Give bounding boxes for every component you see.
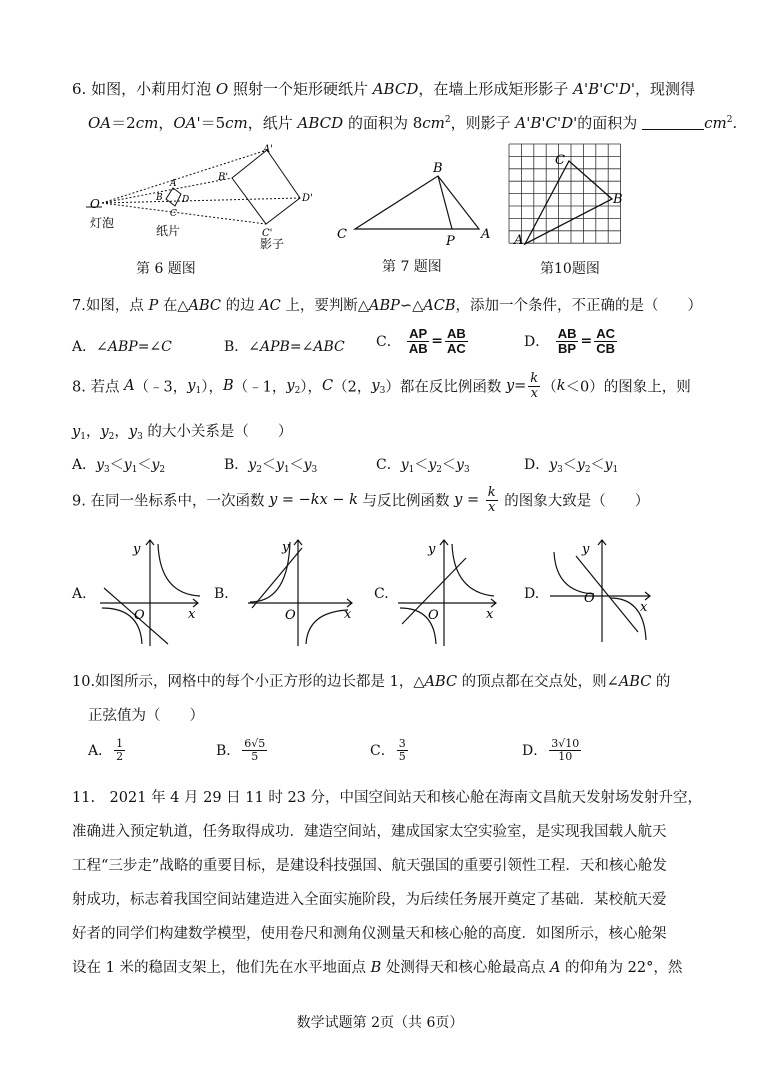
label-D: D	[182, 195, 190, 205]
label-B: B	[613, 192, 623, 207]
q9-graph-c	[394, 536, 504, 648]
q11-line5: 好者的同学们构建数学模型，使用卷尺和测角仪测量天和核心舱的高度．如图所示，核心舱架	[72, 926, 667, 942]
q11-line6: 设在 1 米的稳固支架上，他们先在水平地面点 B 处测得天和核心舱最高点 A 的仰角为 22°，然	[72, 960, 683, 976]
q10-option-b: B． $\frac{6√5}{5}$	[216, 737, 266, 763]
q10-option-d: D． $\frac{3√10}{10}$	[522, 737, 580, 763]
q7-option-b: B．∠APB=∠ABC	[224, 339, 345, 355]
svg-text:y: y	[582, 542, 590, 557]
svg-text:O: O	[428, 608, 439, 623]
q9-option-d-label: D.	[524, 586, 540, 602]
label-A: A	[481, 227, 491, 242]
q10-option-a: A． $\frac{1}{2}$	[88, 737, 124, 763]
label-C: C	[337, 227, 347, 242]
q8-line1: 8. 若点 A（﹣3，$y_1$），B（﹣1，$y_2$），C（2，$y_3$）都在反比例函数 y= $\frac{k}{x}$ （k＜0）的图象上，则	[72, 371, 691, 401]
svg-text:y: y	[428, 542, 436, 557]
q9-graph-b	[244, 536, 360, 648]
label-C: C	[555, 153, 565, 168]
caption-fig7: 第 7 题图	[382, 259, 442, 275]
q11-line3: 工程“三步走”战略的重要目标，是建设科技强国、航天强国的重要引领性工程．天和核心舱发	[72, 858, 667, 874]
q10-option-c: C． $\frac{3}{5}$	[370, 737, 406, 763]
q9-option-c-label: C.	[374, 586, 389, 602]
q7-stem: 7.如图，点 P 在△ABC 的边 AC 上，要判断△ABP∽△ACB，添加一个条件，不正确的是（ ）	[72, 298, 702, 314]
svg-text:y: y	[133, 542, 141, 557]
q7-option-c: C． $\frac{AP}{AB}$ = $\frac{AB}{AC}$	[376, 326, 466, 356]
svg-text:x: x	[344, 607, 352, 622]
label-D-prime: D'	[302, 193, 313, 204]
q7-option-d: D． $\frac{AB}{BP}$ = $\frac{AC}{CB}$	[524, 326, 615, 356]
svg-text:O: O	[285, 608, 296, 623]
q11-line4: 射成功，标志着我国空间站建造进入全面实施阶段，为后续任务展开奠定了基础．某校航天爱	[72, 892, 667, 908]
svg-text:x: x	[188, 607, 196, 622]
q8-option-c: C．$y_1<y_2<y_3$	[376, 457, 470, 475]
label-C-prime: C'	[262, 228, 273, 239]
label-card: 纸片	[156, 224, 181, 238]
label-B-prime: B'	[218, 172, 229, 183]
svg-text:O: O	[134, 608, 145, 623]
q9-option-b-label: B.	[214, 586, 229, 602]
q8-option-a: A．$y_3<y_1<y_2$	[72, 457, 166, 475]
svg-text:x: x	[640, 600, 648, 615]
q9-graph-d	[546, 536, 658, 648]
q6-line1: 6. 如图，小莉用灯泡 O 照射一个矩形硬纸片 ABCD，在墙上形成矩形影子 A'B'C'D'，现测得	[72, 80, 696, 98]
q9-stem: 9. 在同一坐标系中，一次函数 y = −kx − k 与反比例函数 y = $\frac{k}{x}$ 的图象大致是（ ）	[72, 485, 650, 515]
q11-line2: 准确进入预定轨道，任务取得成功．建造空间站，建成国家太空实验室，是实现我国载人航天	[72, 824, 667, 840]
label-A: A	[514, 233, 524, 248]
svg-text:O: O	[584, 591, 595, 606]
label-O: O	[90, 197, 100, 211]
label-lamp: 灯泡	[90, 216, 115, 230]
page-footer: 数学试题第 2页（共 6页）	[296, 1015, 464, 1031]
label-shadow: 影子	[260, 237, 285, 251]
label-A: A	[170, 179, 177, 189]
q7-option-a: A．∠ABP=∠C	[72, 339, 172, 355]
q9-graph-a	[96, 536, 206, 648]
q8-line2: $y_1$，$y_2$，$y_3$ 的大小关系是（ ）	[72, 424, 293, 442]
q9-option-a-label: A.	[72, 586, 87, 602]
figure-6	[82, 140, 342, 255]
q11-line1: 11. 2021 年 4 月 29 日 11 时 23 分，中国空间站天和核心舱在海南文昌航天发射场发射升空，	[72, 790, 703, 806]
label-P: P	[446, 234, 455, 248]
figure-10	[505, 140, 635, 252]
q10-line2: 正弦值为（ ）	[88, 708, 204, 724]
q6-line2: OA＝2cm，OA'＝5cm，纸片 ABCD 的面积为 $8cm^2$，则影子 A'B'C'D'的面积为 $cm^2$.	[88, 114, 738, 132]
answer-blank	[642, 117, 704, 130]
q8-option-b: B．$y_2<y_1<y_3$	[224, 457, 318, 475]
label-C: C	[170, 209, 177, 219]
label-B: B	[156, 193, 163, 203]
svg-text:y: y	[282, 540, 290, 555]
q8-option-d: D．$y_3<y_2<y_1$	[524, 457, 619, 475]
caption-fig10: 第10题图	[540, 261, 600, 277]
caption-fig6: 第 6 题图	[136, 261, 196, 277]
label-B: B	[433, 161, 443, 176]
svg-text:x: x	[486, 607, 494, 622]
q10-line1: 10.如图所示，网格中的每个小正方形的边长都是 1，△ABC 的顶点都在交点处，则∠ABC 的	[72, 674, 671, 690]
label-A-prime: A'	[263, 144, 273, 155]
figure-7	[330, 158, 500, 248]
